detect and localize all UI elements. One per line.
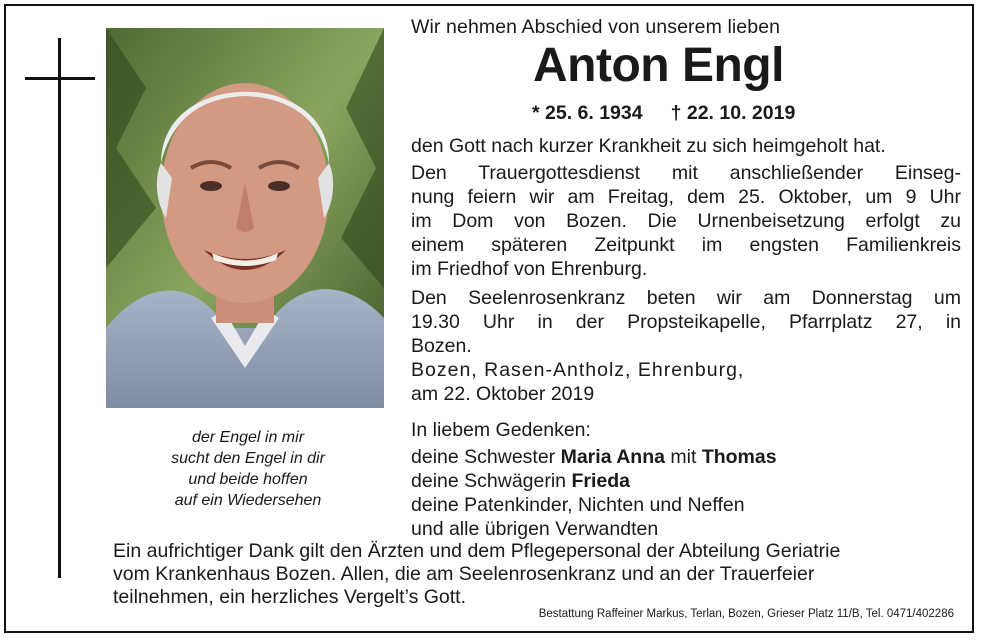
text-line: Bozen. [411, 335, 472, 357]
text-line: Ein aufrichtiger Dank gilt den Ärzten und dem Pflegepersonal der Abteilung Geriatrie [113, 540, 841, 562]
motto-verse [128, 427, 368, 511]
cross-icon-bar [25, 77, 95, 80]
birth-date: * 25. 6. 1934 [532, 102, 643, 124]
mourner-line: deine Schwägerin Frieda [411, 470, 630, 492]
text-line: den Gott nach kurzer Krankheit zu sich heimgeholt hat. [411, 135, 886, 157]
intro-line: Wir nehmen Abschied von unserem lieben [411, 16, 781, 38]
motto-line: sucht den Engel in dir [171, 450, 325, 467]
motto-line: und beide hoffen [188, 471, 308, 488]
text-line: vom Krankenhaus Bozen. Allen, die am Seelenrosenkranz und an der Trauerfeier [113, 563, 815, 585]
thanks-text [113, 540, 955, 609]
life-dates [532, 102, 795, 125]
funeral-home-credit: Bestattung Raffeiner Markus, Terlan, Bozen, Grieser Platz 11/B, Tel. 0471/402286 [538, 608, 954, 620]
funeral-service-text [411, 161, 961, 281]
mourner-line: deine Schwester Maria Anna mit Thomas [411, 446, 777, 468]
deceased-name: Anton Engl [533, 39, 784, 92]
motto-line: der Engel in mir [191, 429, 305, 446]
rosary-text [411, 286, 961, 358]
text-line: nung feiern wir am Freitag, dem 25. Oktober, um 9 Uhr [411, 186, 961, 208]
text-line: im Dom von Bozen. Die Urnenbeisetzung erfolgt zu [411, 210, 961, 232]
mourners-list [411, 418, 961, 541]
death-date: † 22. 10. 2019 [670, 102, 796, 124]
mourners-heading: In liebem Gedenken: [411, 419, 591, 441]
mourner-line: deine Patenkinder, Nichten und Neffen [411, 494, 745, 516]
text-line: einem späteren Zeitpunkt im engsten Familienkreis [411, 234, 961, 256]
text-line: teilnehmen, ein herzliches Vergelt’s Gott. [113, 586, 466, 608]
text-line: Den Trauergottesdienst mit anschließender Einseg- [411, 162, 961, 184]
motto-line: auf ein Wiedersehen [174, 492, 322, 509]
mourner-line: und alle übrigen Verwandten [411, 518, 659, 540]
place-date-text [411, 358, 961, 406]
text-line: Den Seelenrosenkranz beten wir am Donnerstag um [411, 287, 961, 309]
portrait-photo [106, 28, 384, 408]
text-line: Bozen, Rasen-Antholz, Ehrenburg, [411, 359, 745, 381]
text-line: 19.30 Uhr in der Propsteikapelle, Pfarrplatz 27, in [411, 311, 961, 333]
text-line: im Friedhof von Ehrenburg. [411, 258, 648, 280]
cross-icon [58, 38, 61, 578]
text-line: am 22. Oktober 2019 [411, 383, 595, 405]
announcement-text [411, 134, 961, 158]
